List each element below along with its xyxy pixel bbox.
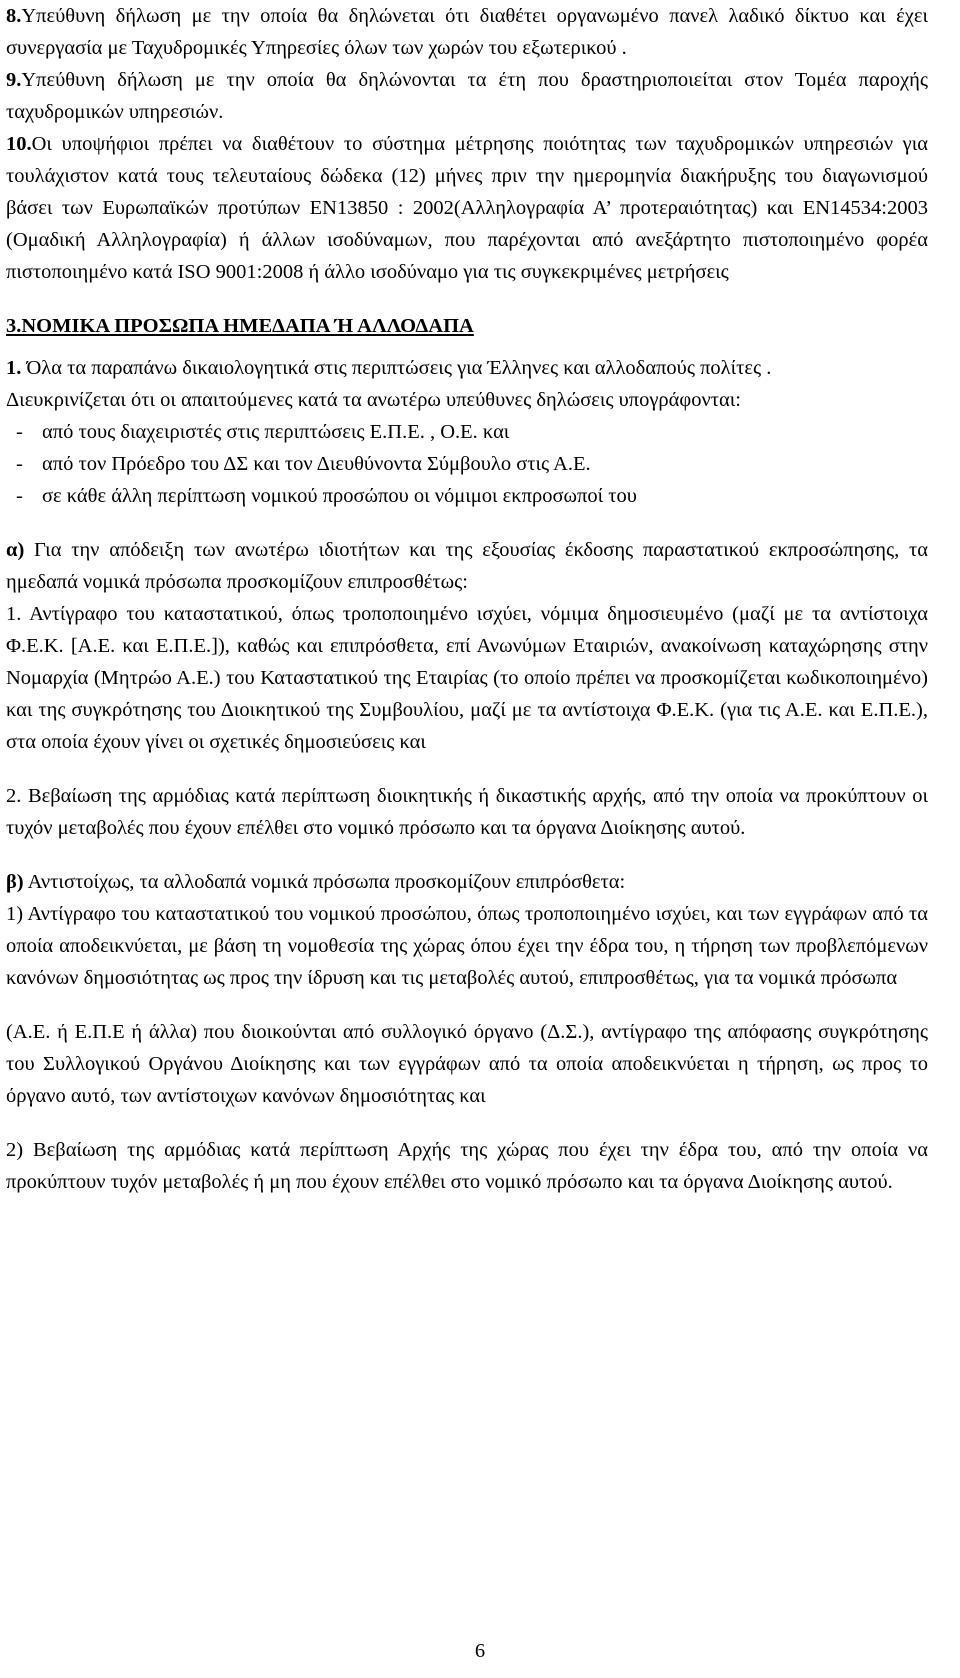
item-10-text: Οι υποψήφιοι πρέπει να διαθέτουν το σύστημα μέτρησης ποιότητας των ταχυδρομικών υπηρεσιών για τουλάχιστον κατά τους τελευταίους δώδεκα (12) μήνες πριν την ημερομηνία διακήρυξης του διαγωνισμού βάσει των Ευρωπαϊκών προτύπων ΕΝ13850 : 2002(Αλληλογραφία Α’ προτεραιότητας) και ΕΝ14534:2003 (Ομαδική Αλληλογραφία) ή άλλων ισοδύναμων, που παρέχονται από ανεξάρτητο πιστοποιημένο φορέα πιστοποιημένο κατά ISO 9001:2008 ή άλλο ισοδύναμο για τις συγκεκριμένες μετρήσεις (6, 133, 928, 283)
dash-item-2: - από τον Πρόεδρο του ΔΣ και τον Διευθύνοντα Σύμβουλο στις Α.Ε. (6, 448, 928, 480)
beta-label: β) (6, 871, 24, 893)
item-9-text: Υπεύθυνη δήλωση με την οποία θα δηλώνονται τα έτη που δραστηριοποιείται στον Τομέα παροχής ταχυδρομικών υπηρεσιών. (6, 69, 928, 123)
alpha-item-2: 2. Βεβαίωση της αρμόδιας κατά περίπτωση διοικητικής ή δικαστικής αρχής, από την οποία να προκύπτουν οι τυχόν μεταβολές που έχουν επέλθει στο νομικό πρόσωπο και τα όργανα Διοίκησης αυτού. (6, 785, 928, 839)
beta-paragraph (6, 866, 928, 898)
item-8-number: 8. (6, 5, 22, 27)
item-10 (6, 128, 928, 288)
dash-item-3: - σε κάθε άλλη περίπτωση νομικού προσώπου οι νόμιμοι εκπροσωποί του (6, 480, 928, 512)
alpha-item-1: 1. Αντίγραφο του καταστατικού, όπως τροποποιημένο ισχύει, νόμιμα δημοσιευμένο (μαζί με τα αντίστοιχα Φ.Ε.Κ. [Α.Ε. και Ε.Π.Ε.]), καθώς και επιπρόσθετα, επί Ανωνύμων Εταιριών, ανακοίνωση καταχώρησης στην Νομαρχία (Μητρώο Α.Ε.) του Καταστατικού της Εταιρίας (το οποίο πρέπει να προσκομίζεται κωδικοποιημένο) και της συγκρότησης του Διοικητικού της Συμβουλίου, μαζί με τα αντίστοιχα Φ.Ε.Κ. (για τις Α.Ε. και Ε.Π.Ε.), στα οποία έχουν γίνει οι σχετικές δημοσιεύσεις και (6, 603, 928, 753)
paragraph-1-number: 1. (6, 357, 22, 379)
alpha-paragraph (6, 534, 928, 598)
alpha-text: Για την απόδειξη των ανωτέρω ιδιοτήτων και της εξουσίας έκδοσης παραστατικού εκπροσώπησης, τα ημεδαπά νομικά πρόσωπα προσκομίζουν επιπροσθέτως: (6, 539, 928, 593)
alpha-label: α) (6, 539, 25, 561)
clarification-paragraph: Διευκρινίζεται ότι οι απαιτούμενες κατά τα ανωτέρω υπεύθυνες δηλώσεις υπογράφονται: (6, 389, 741, 411)
beta-item-1-continued: (Α.Ε. ή Ε.Π.Ε ή άλλα) που διοικούνται από συλλογικό όργανο (Δ.Σ.), αντίγραφο της απόφασης συγκρότησης του Συλλογικού Οργάνου Διοίκησης και των εγγράφων από τα οποία αποδεικνύεται η τήρηση, ως προς το όργανο αυτό, των αντίστοιχων κανόνων δημοσιότητας και (6, 1021, 928, 1107)
paragraph-1-text: Όλα τα παραπάνω δικαιολογητικά στις περιπτώσεις για Έλληνες και αλλοδαπούς πολίτες . (21, 357, 772, 379)
item-9-number: 9. (6, 69, 22, 91)
item-8-text: Υπεύθυνη δήλωση με την οποία θα δηλώνεται ότι διαθέτει οργανωμένο πανελ λαδικό δίκτυο και έχει συνεργασία με Ταχυδρομικές Υπηρεσίες όλων των χωρών του εξωτερικού . (6, 5, 928, 59)
beta-item-1: 1) Αντίγραφο του καταστατικού του νομικού προσώπου, όπως τροποποιημένο ισχύει, και των εγγράφων από τα οποία αποδεικνύεται, με βάση τη νομοθεσία της χώρας όπου έχει την έδρα του, η τήρηση των προβλεπόμενων κανόνων δημοσιότητας ως προς την ίδρυση και τις μεταβολές αυτού, επιπροσθέτως, για τα νομικά πρόσωπα (6, 903, 928, 989)
item-8 (6, 0, 928, 64)
page-number: 6 (474, 1640, 486, 1662)
dash-item-1: - από τους διαχειριστές στις περιπτώσεις Ε.Π.Ε. , Ο.Ε. και (6, 416, 928, 448)
item-9 (6, 64, 928, 128)
beta-item-2: 2) Βεβαίωση της αρμόδιας κατά περίπτωση Αρχής της χώρας που έχει την έδρα του, από την οποία να προκύπτουν τυχόν μεταβολές ή μη που έχουν επέλθει στο νομικό πρόσωπο και τα όργανα Διοίκησης αυτού. (6, 1139, 928, 1193)
section-heading: 3.ΝΟΜΙΚΑ ΠΡΟΣΩΠΑ ΗΜΕΔΑΠΑ Ή ΑΛΛΟΔΑΠΑ (6, 315, 474, 337)
dash-item-text: από τον Πρόεδρο του ΔΣ και τον Διευθύνοντα Σύμβουλο στις Α.Ε. (42, 453, 591, 475)
beta-text: Αντιστοίχως, τα αλλοδαπά νομικά πρόσωπα προσκομίζουν επιπρόσθετα: (23, 871, 626, 893)
item-10-number: 10. (6, 133, 32, 155)
dash-item-text: από τους διαχειριστές στις περιπτώσεις Ε.Π.Ε. , Ο.Ε. και (42, 421, 510, 443)
section-paragraph-1 (6, 352, 928, 384)
dash-item-text: σε κάθε άλλη περίπτωση νομικού προσώπου οι νόμιμοι εκπροσωποί του (42, 485, 637, 507)
